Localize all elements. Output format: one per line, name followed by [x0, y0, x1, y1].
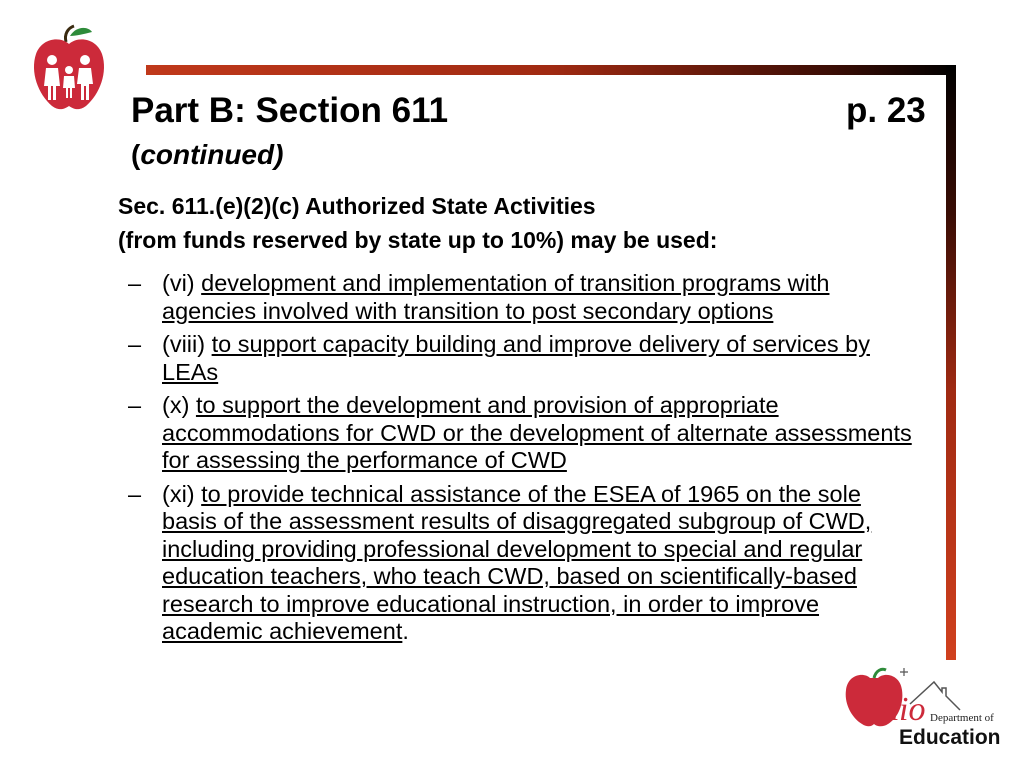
bullet-dash: – [128, 331, 142, 357]
top-accent-bar [146, 65, 956, 75]
section-heading [118, 189, 918, 257]
list-item [128, 481, 918, 646]
item-label: (vi) [162, 270, 195, 296]
logo-department-of: Department of [930, 712, 994, 724]
list-item [128, 331, 918, 386]
item-text: development and implementation of transition programs with agencies involved with transition to post secondary options [162, 270, 830, 324]
ohio-letters: hio [882, 691, 926, 728]
bullet-dash: – [128, 480, 142, 507]
bullet-dash: – [128, 392, 142, 418]
list-item [128, 270, 918, 325]
subtitle-continued: continued) [140, 139, 284, 170]
item-label: (x) [162, 392, 190, 418]
slide-title: Part B: Section 611 [131, 91, 449, 130]
logo-education: Education [899, 726, 1001, 748]
item-label: (viii) [162, 331, 206, 357]
item-text: to support the development and provision of appropriate accommodations for CWD or the development of alternate assessments for assessing the performance of CWD [162, 392, 912, 473]
item-trail: . [402, 618, 409, 644]
activity-list [128, 270, 918, 652]
list-item [128, 392, 918, 475]
subtitle-paren: ( [131, 139, 141, 170]
item-text: to support capacity building and improve delivery of services by LEAs [162, 331, 870, 385]
page-reference: p. 23 [846, 91, 926, 130]
slide-subtitle [131, 138, 283, 172]
section-heading-line1: Sec. 611.(e)(2)(c) Authorized State Activities [118, 193, 596, 219]
ohio-education-logo-icon [842, 664, 1004, 748]
right-accent-bar [946, 65, 956, 660]
item-text: to provide technical assistance of the ESEA of 1965 on the sole basis of the assessment results of disaggregated subgroup of CWD, including providing professional development to special and regular education teachers, who teach CWD, based on scientifically-based research to improve educational instruction, in order to improve academic achievement [162, 480, 872, 644]
item-label: (xi) [162, 480, 195, 507]
apple-family-logo-icon [30, 24, 108, 112]
bullet-dash: – [128, 270, 142, 296]
section-heading-line2: (from funds reserved by state up to 10%) may be used: [118, 227, 718, 253]
